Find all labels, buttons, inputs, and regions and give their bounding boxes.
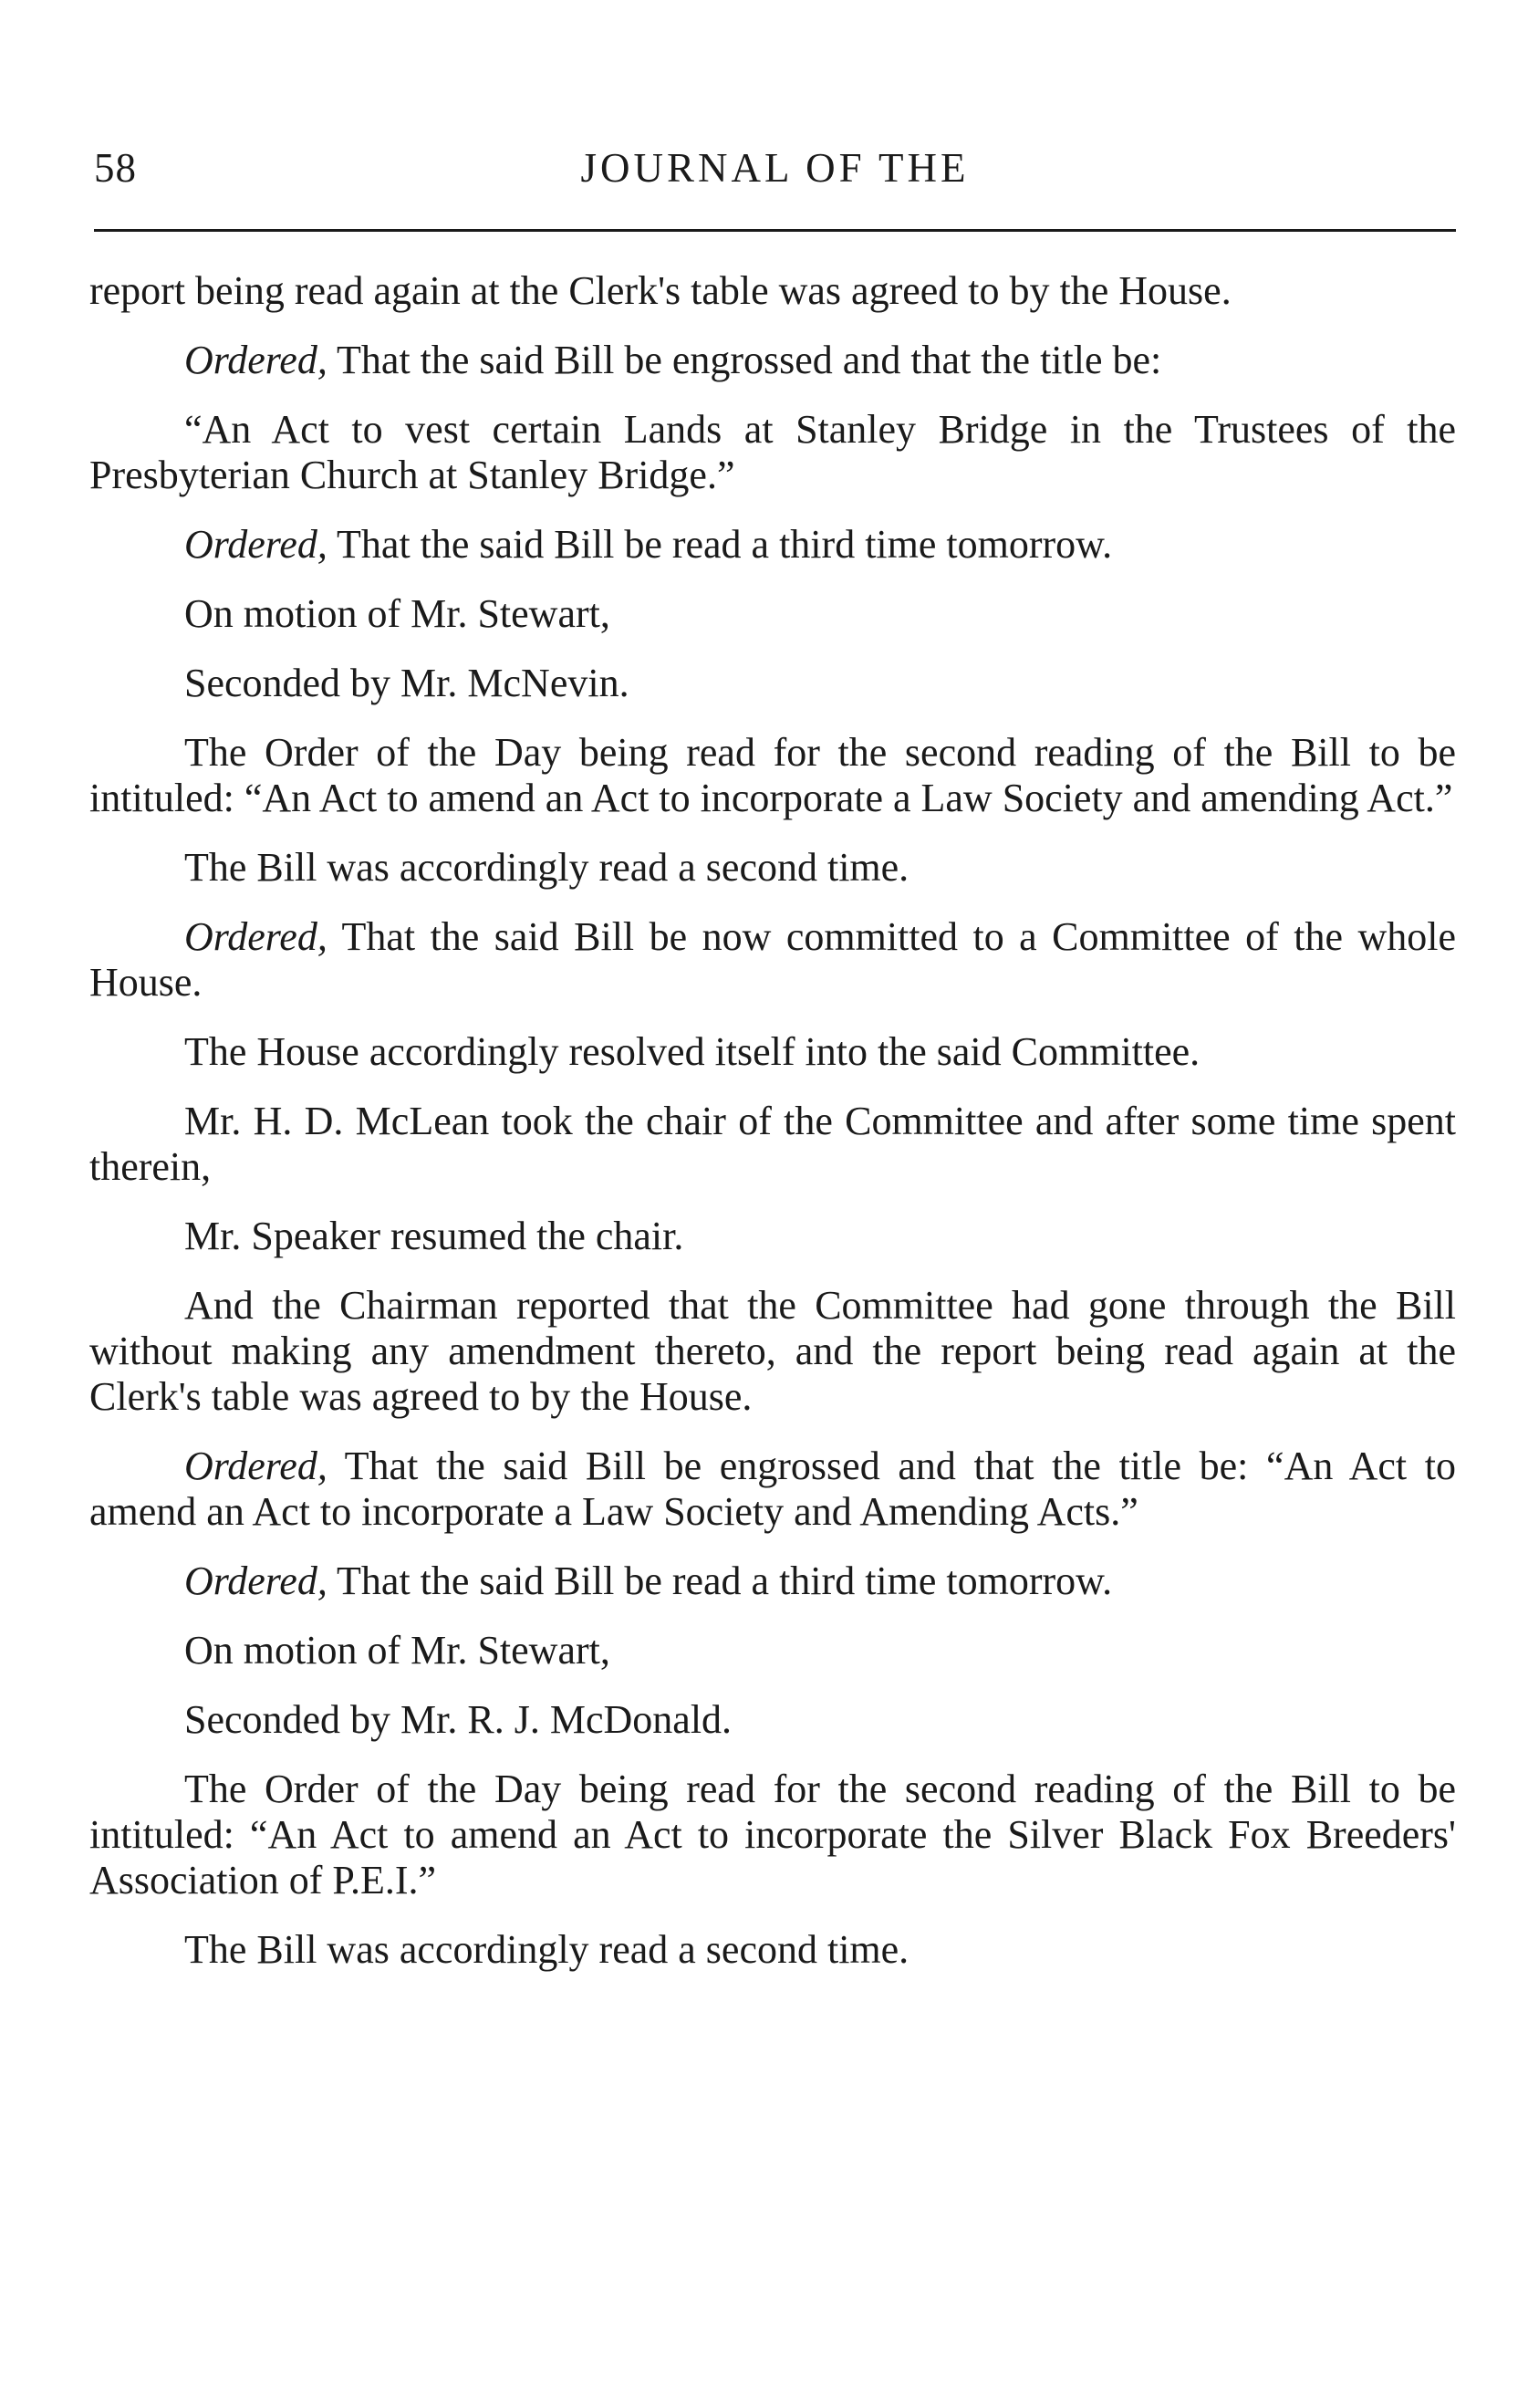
paragraph: The Bill was accordingly read a second time. bbox=[184, 1927, 910, 1972]
paragraph: Seconded by Mr. R. J. McDonald. bbox=[184, 1697, 733, 1742]
page-header bbox=[94, 144, 1456, 199]
paragraph: The House accordingly resolved itself into the said Committee. bbox=[184, 1029, 1201, 1074]
header-rule bbox=[94, 229, 1456, 232]
paragraph: And the Chairman reported that the Committee had gone through the Bill without making any amendment thereto, and the report being read again at the Clerk's table was agreed to by the House. bbox=[89, 1283, 1456, 1419]
journal-body bbox=[89, 268, 1456, 1996]
paragraph: The Order of the Day being read for the second reading of the Bill to be intituled: “An Act to amend an Act to incorporate a Law Society and amending Act.” bbox=[89, 730, 1456, 820]
paragraph: “An Act to vest certain Lands at Stanley Bridge in the Trustees of the Presbyterian Church at Stanley Bridge.” bbox=[89, 407, 1456, 497]
paragraph: On motion of Mr. Stewart, bbox=[184, 1628, 610, 1673]
paragraph: Mr. Speaker resumed the chair. bbox=[184, 1214, 684, 1258]
paragraph: On motion of Mr. Stewart, bbox=[184, 591, 610, 636]
paragraph: The Bill was accordingly read a second time. bbox=[184, 845, 910, 890]
running-title: JOURNAL OF THE bbox=[580, 145, 970, 191]
ordered-lead: Ordered, bbox=[184, 1444, 327, 1488]
paragraph: Ordered, That the said Bill be read a third time tomorrow. bbox=[184, 1558, 1113, 1603]
ordered-lead: Ordered, bbox=[184, 522, 327, 567]
page-number: 58 bbox=[94, 145, 137, 191]
paragraph: Ordered, That the said Bill be engrossed and that the title be: “An Act to amend an Act to incorporate a Law Society and Amending Acts.” bbox=[89, 1444, 1456, 1534]
paragraph: Ordered, That the said Bill be read a third time tomorrow. bbox=[184, 522, 1113, 567]
ordered-lead: Ordered, bbox=[184, 1558, 327, 1603]
ordered-lead: Ordered, bbox=[184, 914, 327, 959]
paragraph: Ordered, That the said Bill be engrossed and that the title be: bbox=[184, 338, 1162, 382]
paragraph: Seconded by Mr. McNevin. bbox=[184, 661, 629, 705]
paragraph: Mr. H. D. McLean took the chair of the Committee and after some time spent therein, bbox=[89, 1099, 1456, 1189]
ordered-lead: Ordered, bbox=[184, 338, 327, 382]
paragraph: The Order of the Day being read for the second reading of the Bill to be intituled: “An Act to amend an Act to incorporate the Silver Black Fox Breeders' Association of P.E.I.” bbox=[89, 1767, 1456, 1902]
paragraph: Ordered, That the said Bill be now committed to a Committee of the whole House. bbox=[89, 914, 1456, 1005]
paragraph: report being read again at the Clerk's table was agreed to by the House. bbox=[89, 268, 1232, 313]
